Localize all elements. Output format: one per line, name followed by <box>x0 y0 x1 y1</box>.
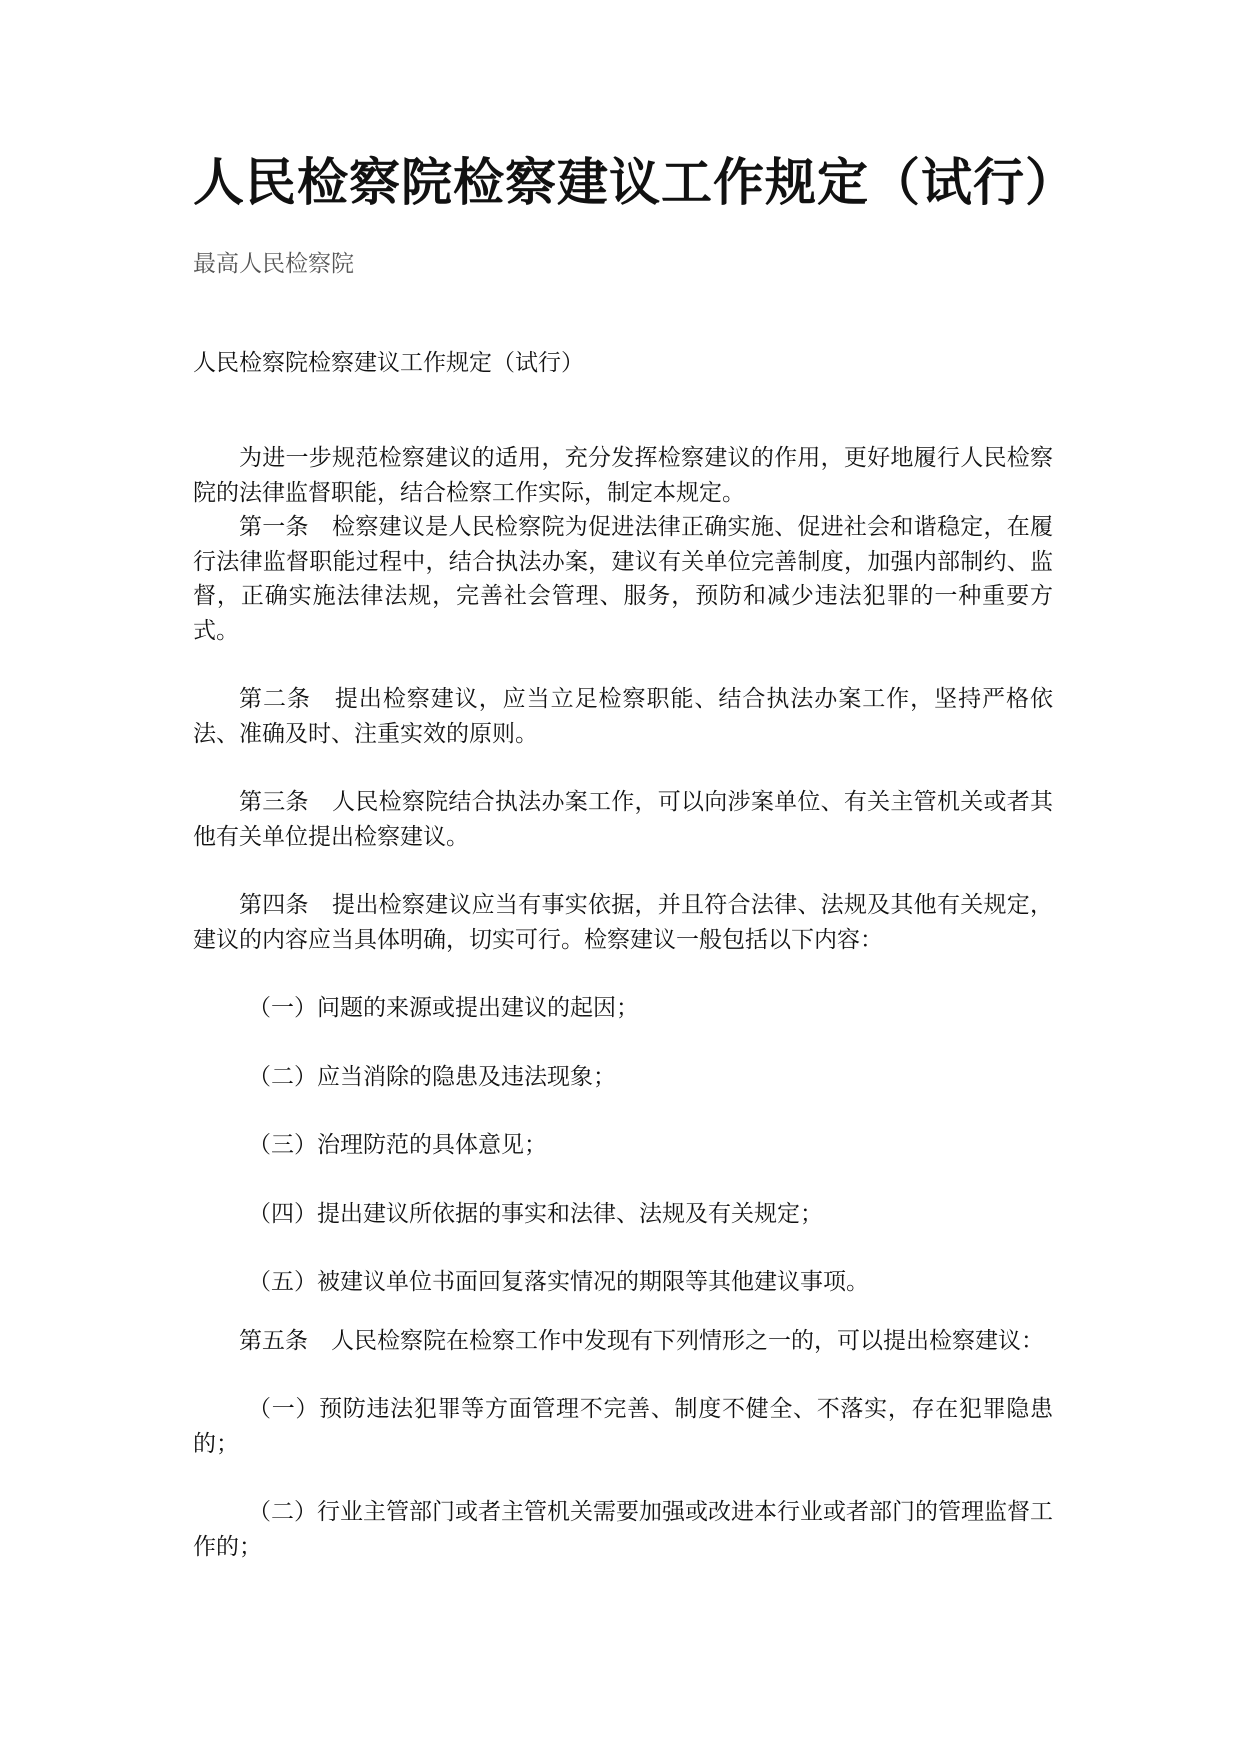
issuer-name: 最高人民检察院 <box>193 251 354 277</box>
article-1-paragraph: 第一条 检察建议是人民检察院为促进法律正确实施、促进社会和谐稳定，在履行法律监督职能过程中，结合执法办案，建议有关单位完善制度，加强内部制约、监督，正确实施法律法规，完善社会管理、服务，预防和减少违法犯罪的一种重要方式。 <box>193 514 1053 644</box>
document-subtitle: 人民检察院检察建议工作规定（试行） <box>193 350 584 376</box>
article-4-item-5: （五）被建议单位书面回复落实情况的期限等其他建议事项。 <box>248 1269 869 1295</box>
document-title: 人民检察院检察建议工作规定（试行） <box>193 153 1078 213</box>
article-4-item-4: （四）提出建议所依据的事实和法律、法规及有关规定； <box>248 1200 823 1227</box>
article-4-paragraph: 第四条 提出检察建议应当有事实依据，并且符合法律、法规及其他有关规定，建议的内容应当具体明确，切实可行。检察建议一般包括以下内容： <box>193 892 1053 953</box>
preamble-paragraph: 为进一步规范检察建议的适用，充分发挥检察建议的作用，更好地履行人民检察院的法律监督职能，结合检察工作实际，制定本规定。 <box>193 445 1053 506</box>
document-body <box>193 441 1053 1564</box>
article-2-paragraph: 第二条 提出检察建议，应当立足检察职能、结合执法办案工作，坚持严格依法、准确及时、注重实效的原则。 <box>193 686 1053 747</box>
article-5-paragraph: 第五条 人民检察院在检察工作中发现有下列情形之一的，可以提出检察建议： <box>239 1327 1044 1354</box>
article-4-item-2: （二）应当消除的隐患及违法现象； <box>248 1063 616 1090</box>
article-5-item-1: （一）预防违法犯罪等方面管理不完善、制度不健全、不落实，存在犯罪隐患的； <box>193 1396 1053 1457</box>
article-4-item-1: （一）问题的来源或提出建议的起因； <box>248 995 639 1021</box>
article-4-item-3: （三）治理防范的具体意见； <box>248 1132 547 1158</box>
article-5-item-2: （二）行业主管部门或者主管机关需要加强或改进本行业或者部门的管理监督工作的； <box>193 1499 1053 1560</box>
article-3-paragraph: 第三条 人民检察院结合执法办案工作，可以向涉案单位、有关主管机关或者其他有关单位提出检察建议。 <box>193 789 1053 850</box>
